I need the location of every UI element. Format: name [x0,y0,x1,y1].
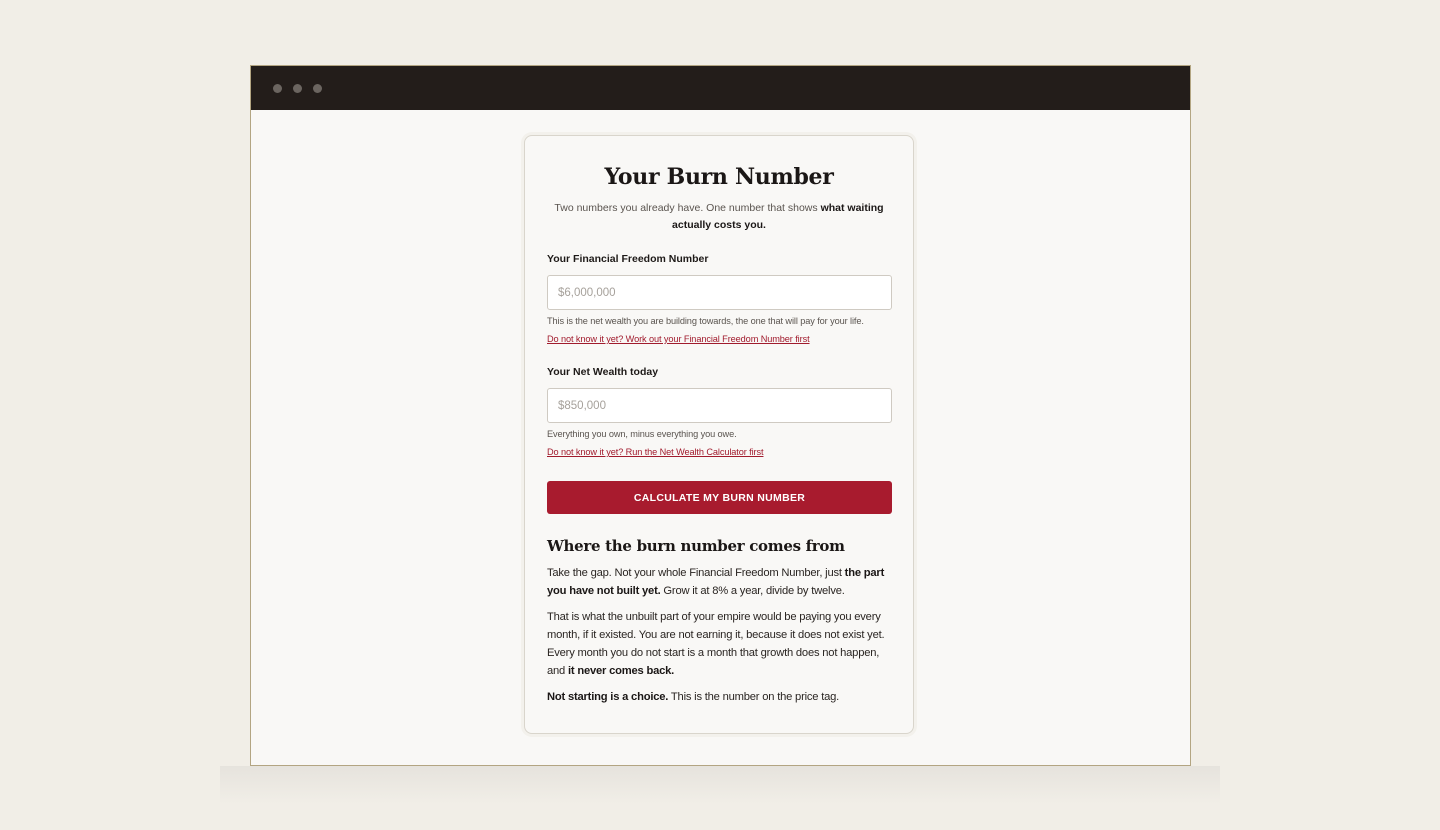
explainer-paragraph-1 [547,564,891,600]
burn-number-card [524,135,914,734]
explainer-paragraph-2 [547,608,891,680]
net-wealth-input[interactable] [547,388,892,423]
net-wealth-label: Your Net Wealth today [547,366,659,378]
freedom-number-label: Your Financial Freedom Number [547,253,709,265]
explainer-p3-text: This is the number on the price tag. [668,691,840,703]
window-titlebar [251,66,1190,110]
window-minimize-dot[interactable] [293,84,302,93]
window-shadow [220,766,1220,804]
explainer-p1-text-a: Take the gap. Not your whole Financial Freedom Number, just [547,567,845,579]
explainer-p3-emphasis: Not starting is a choice. [547,691,669,703]
freedom-number-calculator-link[interactable]: Do not know it yet? Work out your Financial Freedom Number first [547,334,810,344]
explainer-p1-emphasis: the part you have not built yet. [547,567,885,597]
net-wealth-calculator-link[interactable]: Do not know it yet? Run the Net Wealth Calculator first [547,447,764,457]
card-subtitle-emphasis: what waiting actually costs you. [672,202,884,231]
card-subtitle-text: Two numbers you already have. One number that shows [554,202,821,214]
card-title: Your Burn Number [604,164,834,190]
browser-window [250,65,1191,766]
window-close-dot[interactable] [273,84,282,93]
net-wealth-hint: Everything you own, minus everything you owe. [547,429,737,439]
card-subtitle [554,200,884,234]
freedom-number-input[interactable] [547,275,892,310]
explainer-p2-emphasis: it never comes back. [567,665,675,677]
explainer-p1-text-b: Grow it at 8% a year, divide by twelve. [660,585,845,597]
freedom-number-hint: This is the net wealth you are building towards, the one that will pay for your life. [547,316,864,326]
window-maximize-dot[interactable] [313,84,322,93]
explainer-paragraph-3 [547,688,891,706]
calculate-burn-number-button[interactable]: CALCULATE MY BURN NUMBER [547,481,892,514]
explainer-p2-text: That is what the unbuilt part of your empire would be paying you every month, if it existed. You are not earning it, because it does not exist yet. Every month you do not start is a month that growth does not happen, and [547,611,885,677]
explainer-title: Where the burn number comes from [547,537,845,555]
